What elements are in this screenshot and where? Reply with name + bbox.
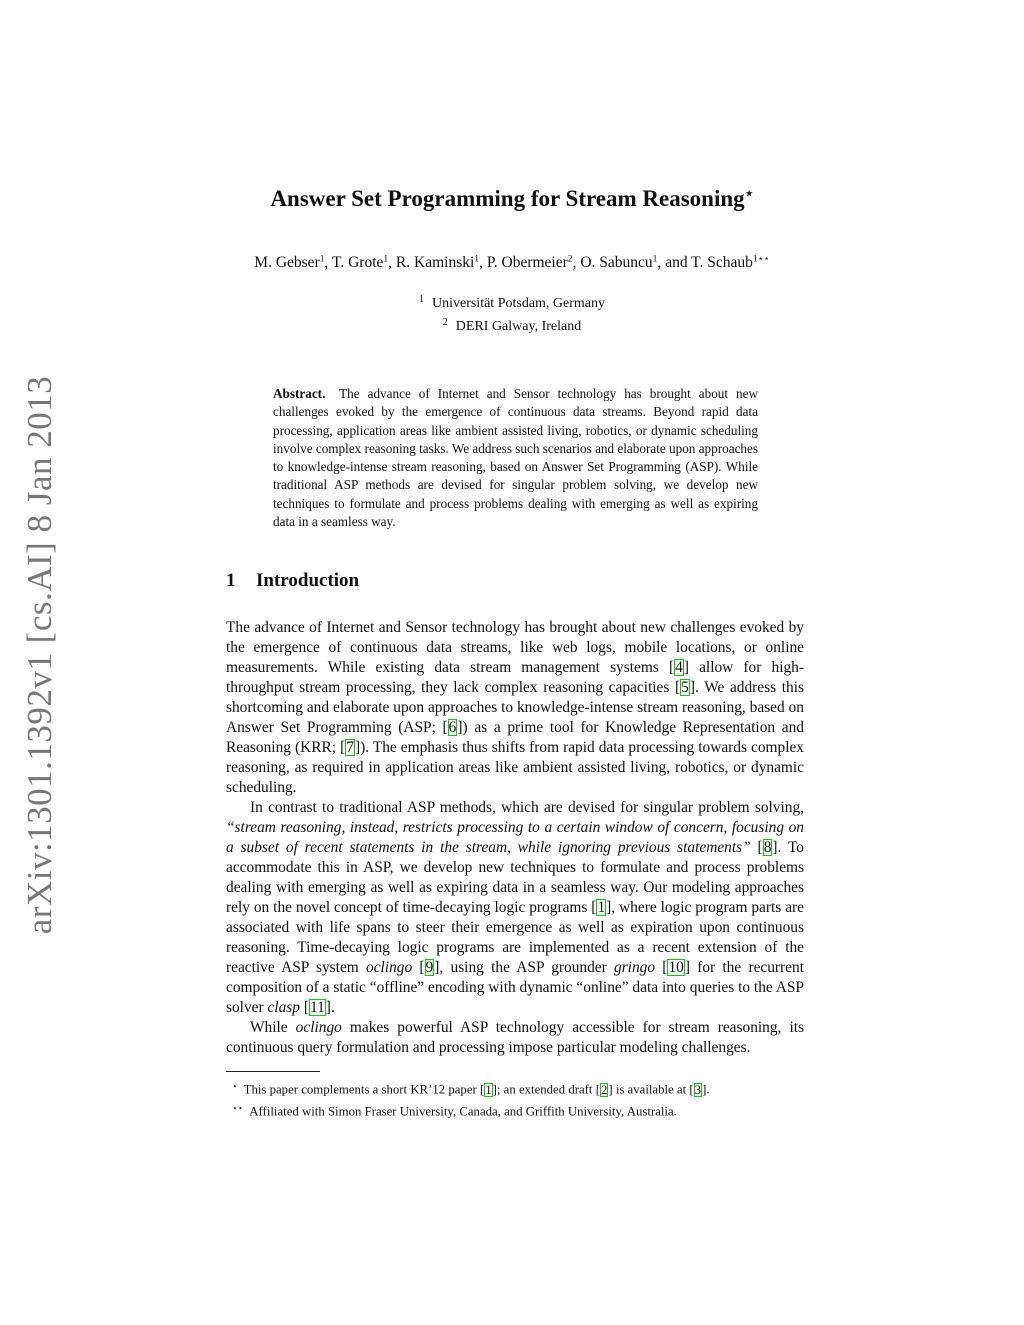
affiliation-list [0, 290, 1024, 336]
author-name: T. Grote [332, 254, 384, 271]
footnote: ⋆ This paper complements a short KR’12 paper [1]; an extended draft [2] is available at [3]. [232, 1081, 710, 1097]
text-run: This paper complements a short KR’12 paper [243, 1082, 480, 1097]
text-run: . [330, 999, 335, 1016]
abstract [273, 385, 758, 531]
affiliation-text: DERI Galway, Ireland [455, 319, 582, 334]
text-run [751, 839, 758, 856]
citation-link[interactable]: 3 [694, 1082, 702, 1097]
text-run [655, 959, 662, 976]
title-footnote-mark: ⋆ [744, 186, 754, 203]
citation-link[interactable]: 4 [675, 659, 683, 676]
text-run: ). The emphasis thus shifts from rapid data processing towards complex reasoning, as required in application areas like ambient assisted living, robotics, or dynamic scheduling. [226, 739, 805, 796]
citation-link[interactable]: 11 [309, 999, 325, 1016]
paragraph: In contrast to traditional ASP methods, which are devised for singular problem solving, “stream reasoning, instead, restricts processing to a certain window of concern, focusing on a subset of recent statements in the stream, while ignoring previous statements” [8]. To accommodate this in ASP, we develop new techniques to formulate and process problems dealing with emerging as well as expiring data in a seamless way. Our modeling approaches rely on the novel concept of time-decaying logic programs [1], where logic program parts are associated with life spans to steer their emergence as well as expiration upon continuous reasoning. Time-decaying logic programs are implemented as a recent extension of the reactive ASP system oclingo [9], using the ASP grounder gringo [10] for the recurrent composition of a static “offline” encoding with dynamic “online” data into queries to the ASP solver clasp [11]. [226, 799, 804, 1016]
text-run: . [706, 1082, 710, 1097]
arxiv-identifier: arXiv:1301.1392v1 [cs.AI] 8 Jan 2013 [20, 375, 59, 935]
text-run: . To accommodate this in ASP, we develop new techniques to formulate and process problems dealing with emerging as well as expiring data in a seamless way. Our modeling approaches rely on the novel concept of time-decaying logic programs [226, 839, 804, 916]
author-separator: , [572, 254, 581, 271]
abstract-text: The advance of Internet and Sensor technology has brought about new challenges evoked by the emergence of continuous data streams. Beyond rapid data processing, application areas like ambient assisted living, robotics, or dynamic scheduling involve complex reasoning tasks. We address such scenarios and elaborate upon approaches to knowledge-intense stream reasoning, based on Answer Set Programming (ASP). While traditional ASP methods are devised for singular problem solving, we develop new techniques to formulate and process problems dealing with emerging as well as expiring data in a seamless way. [273, 386, 759, 530]
author-affiliation-mark: 1 [319, 253, 325, 265]
text-run: While [250, 1019, 296, 1036]
paragraph [226, 1018, 804, 1058]
footnote-mark: ⋆⋆ [232, 1102, 244, 1113]
author-name: P. Obermeier [486, 254, 568, 271]
author-separator: , [388, 254, 396, 271]
text-run: for the recurrent composition of a static “offline” encoding with dynamic “online” data into queries to the ASP solver [226, 959, 804, 1016]
author-affiliation-mark: 1 [474, 253, 480, 265]
section-heading [226, 570, 359, 592]
affiliation [0, 313, 1024, 336]
author-separator: , [324, 254, 333, 271]
paper-title [0, 186, 1024, 212]
text-run: ) as a prime tool for Knowledge Representation and Reasoning (KRR; [226, 719, 804, 756]
author-name: R. Kaminski [395, 254, 475, 271]
citation-link[interactable]: 9 [425, 959, 434, 976]
author-name: T. Schaub [691, 254, 753, 271]
author-affiliation-mark: 2 [567, 253, 573, 265]
author-name: O. Sabuncu [580, 254, 653, 271]
body-text [226, 618, 804, 1058]
author-separator: , and [657, 254, 692, 271]
citation-link[interactable]: 7 [346, 739, 354, 756]
text-run: makes powerful ASP technology accessible for stream reasoning, its continuous query formulation and processing impose particular modeling challenges. [226, 1019, 805, 1056]
emphasized-text: gringo [614, 959, 656, 976]
text-run: , where logic program parts are associated with life spans to steer their emergence as well as expiration upon continuous reasoning. Time-decaying logic programs are implemented as a recent extension of the reactive ASP system [226, 899, 804, 976]
text-run: The advance of Internet and Sensor technology has brought about new challenges evoked by the emergence of continuous data streams, like web logs, mobile locations, or online measurements. While existing data stream management systems [226, 619, 804, 676]
affiliation-text: Universität Potsdam, Germany [431, 296, 606, 311]
footnote-mark: ⋆ [232, 1081, 238, 1091]
text-run [412, 959, 419, 976]
text-run: allow for high-throughput stream processing, they lack complex reasoning capacities [226, 659, 804, 696]
affiliation [0, 290, 1024, 313]
emphasized-text: oclingo [366, 959, 413, 976]
text-run: Affiliated with Simon Fraser University, Canada, and Griffith University, Australia. [249, 1104, 677, 1118]
text-run: ; an extended draft [496, 1082, 596, 1097]
author-affiliation-mark: 1 [383, 253, 389, 265]
text-run: . We address this shortcoming and elaborate upon approaches to knowledge-intense stream reasoning, based on Answer Set Programming (ASP; [226, 679, 804, 736]
emphasized-text: oclingo [295, 1019, 342, 1036]
paragraph: The advance of Internet and Sensor technology has brought about new challenges evoked by the emergence of continuous data streams, like web logs, mobile locations, or online measurements. While existing data stream management systems [4] allow for high-throughput stream processing, they lack complex reasoning capacities [5]. We address this shortcoming and elaborate upon approaches to knowledge-intense stream reasoning, based on Answer Set Programming (ASP; [6]) as a prime tool for Knowledge Representation and Reasoning (KRR; [7]). The emphasis thus shifts from rapid data processing towards complex reasoning, as required in application areas like ambient assisted living, robotics, or dynamic scheduling. [226, 619, 805, 796]
text-run: In contrast to traditional ASP methods, which are devised for singular problem solving, [250, 799, 804, 816]
author-list [0, 254, 1024, 272]
author-affiliation-mark: 1⋆⋆ [752, 253, 770, 265]
section-number: 1 [226, 570, 236, 591]
author-name: M. Gebser [254, 254, 320, 271]
citation-link[interactable]: 6 [448, 719, 457, 736]
text-run [300, 999, 304, 1016]
text-run: is available at [612, 1082, 690, 1097]
author-separator: , [479, 254, 487, 271]
title-text: Answer Set Programming for Stream Reasoning [270, 186, 745, 211]
text-run: , using the ASP grounder [439, 959, 614, 976]
citation-link[interactable]: 10 [668, 959, 684, 976]
affiliation-number: 1 [418, 294, 424, 305]
abstract-label: Abstract. [273, 386, 326, 401]
section-title: Introduction [256, 570, 360, 591]
emphasized-text: clasp [267, 999, 300, 1016]
footnote-list [226, 1077, 804, 1120]
footnote [226, 1099, 804, 1121]
citation-link[interactable]: 1 [597, 899, 606, 916]
citation-link[interactable]: 2 [600, 1082, 608, 1097]
footnote-divider [226, 1071, 320, 1072]
author-affiliation-mark: 1 [652, 253, 658, 265]
citation-link[interactable]: 8 [763, 839, 772, 856]
citation-link[interactable]: 1 [485, 1082, 492, 1097]
affiliation-number: 2 [442, 317, 448, 328]
emphasized-text: “stream reasoning, instead, restricts processing to a certain window of concern, focusing on a subset of recent statements in the stream, while ignoring previous statements” [226, 819, 804, 856]
citation-link[interactable]: 5 [681, 679, 689, 696]
